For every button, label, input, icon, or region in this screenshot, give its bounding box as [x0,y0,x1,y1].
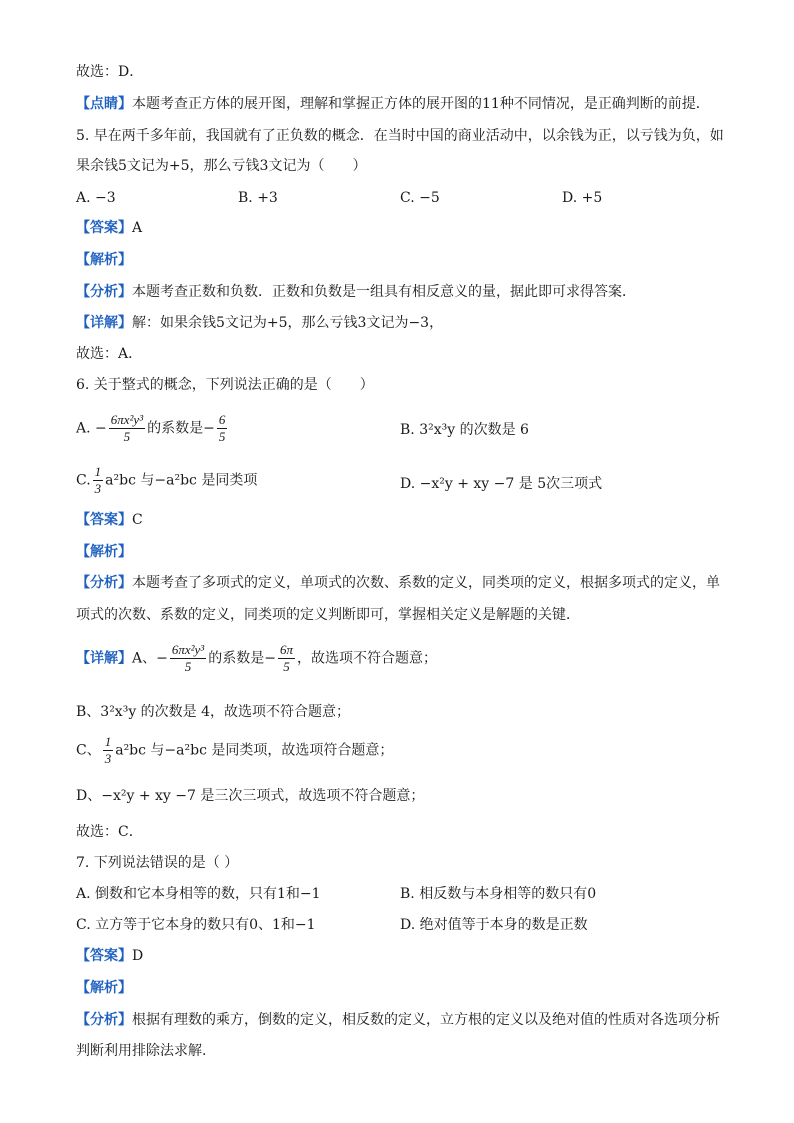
q6-detail-c: C、 $\frac{1}{3}$ a²bc 与−a²bc 是同类项，故选项符合题意； [76,734,394,766]
q5-option-a: A. −3 [76,190,116,206]
question-7-stem: 7. 下列说法错误的是（ ） [76,855,239,871]
q6-detail-d: D、−x²y + xy −7 是三次三项式，故选项不符合题意； [76,788,425,804]
q7-option-a: A. 倒数和它本身相等的数，只有1和−1 [76,886,321,902]
question-5-stem: 5. 早在两千多年前，我国就有了正负数的概念．在当时中国的商业活动中，以余钱为正，以亏钱为负，如 [76,128,724,144]
q7-option-c: C. 立方等于它本身的数只有0、1和−1 [76,917,316,933]
q5-option-b: B. +3 [238,190,278,206]
question-5-stem-cont: 果余钱5文记为+5，那么亏钱3文记为（ ） [76,158,367,174]
answer-line: 故选：D． [76,64,144,80]
q5-detail: 【详解】解：如果余钱5文记为+5，那么亏钱3文记为−3， [76,315,444,331]
q7-analysis-1: 【分析】根据有理数的乘方，倒数的定义，相反数的定义，立方根的定义以及绝对值的性质对各选项分析 [76,1012,720,1028]
q6-detail-b: B、3²x³y 的次数是 4，故选项不符合题意； [76,704,351,720]
q6-analysis-heading: 【解析】 [76,544,132,560]
q5-answer: 【答案】A [76,220,143,236]
q7-option-b: B. 相反数与本身相等的数只有0 [400,886,597,902]
q5-analysis: 【分析】本题考查正数和负数．正数和负数是一组具有相反意义的量，据此即可求得答案． [76,284,636,300]
q6-option-c: C. $\frac{1}{3}$ a²bc 与−a²bc 是同类项 [76,464,258,496]
q6-option-a: A. − $\frac{\text{6πx²y³}}{5}$ 的系数是− $\frac{6}{5}$ [76,412,226,444]
q7-option-d: D. 绝对值等于本身的数是正数 [400,917,588,933]
q7-analysis-heading: 【解析】 [76,980,132,996]
question-6-stem: 6. 关于整式的概念，下列说法正确的是（ ） [76,377,374,393]
q6-choice: 故选：C． [76,824,143,840]
q6-analysis-1: 【分析】本题考查了多项式的定义，单项式的次数、系数的定义，同类项的定义，根据多项式的定义，单 [76,575,720,591]
q6-detail-a: 【详解】A、− $\frac{\text{6πx²y³}}{5}$ 的系数是− $\frac{6\pi}{5}$ ，故选项不符合题意； [76,642,437,674]
q6-analysis-2: 项式的次数、系数的定义，同类项的定义判断即可，掌握相关定义是解题的关键． [76,607,580,623]
q6-option-d: D. −x²y + xy −7 是 5次三项式 [400,476,603,492]
q5-analysis-heading: 【解析】 [76,252,132,268]
q7-answer: 【答案】D [76,948,144,964]
comment-line: 【点睛】本题考查正方体的展开图，理解和掌握正方体的展开图的11种不同情况，是正确判断的前提． [76,96,710,112]
q5-option-d: D. +5 [562,190,603,206]
q5-choice: 故选：A． [76,346,143,362]
q6-answer: 【答案】C [76,512,143,528]
q6-option-b: B. 3²x³y 的次数是 6 [400,422,529,438]
q7-analysis-2: 判断利用排除法求解. [76,1043,207,1059]
q5-option-c: C. −5 [400,190,440,206]
